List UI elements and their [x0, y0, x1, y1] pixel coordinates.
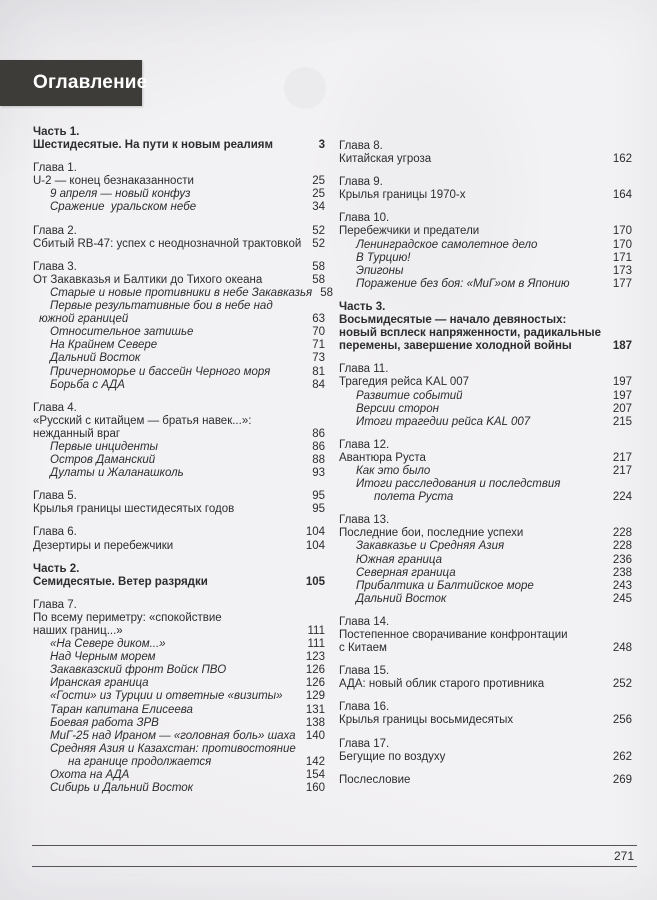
toc-entry-page: 70	[312, 326, 325, 339]
toc-entry-title: Глава 9.	[339, 176, 383, 189]
toc-entry-title: Глава 12.	[339, 438, 390, 451]
toc-entry	[33, 313, 325, 326]
toc-entry-title: «Гости» из Турции и ответные «визиты»	[50, 690, 283, 703]
toc-entry	[339, 567, 632, 580]
toc-group	[339, 439, 632, 504]
toc-entry-title: Глава 15.	[339, 665, 390, 678]
toc-entry	[33, 428, 325, 441]
toc-entry-title: По всему периметру: «спокойствие	[33, 611, 222, 624]
toc-entry-title: Часть 3.	[339, 300, 386, 313]
toc-entry	[33, 352, 325, 365]
toc-entry-page: 71	[312, 339, 325, 352]
toc-entry-title: на границе продолжается	[68, 755, 212, 768]
toc-entry-page: 58	[312, 273, 325, 286]
toc-entry-page: 86	[312, 427, 325, 440]
toc-entry-title: Охота на АДА	[50, 769, 130, 782]
toc-entry-page: 52	[312, 237, 325, 250]
toc-entry	[33, 651, 325, 664]
toc-entry	[339, 714, 632, 727]
toc-entry-page: 142	[305, 755, 325, 768]
toc-entry-page: 105	[305, 575, 325, 588]
toc-entry	[339, 540, 632, 553]
toc-entry-page: 238	[612, 566, 632, 579]
toc-entry	[339, 403, 632, 416]
toc-entry-page: 245	[612, 592, 632, 605]
toc-entry	[339, 665, 632, 678]
toc-entry-page: 140	[305, 729, 325, 742]
toc-group	[339, 301, 632, 353]
toc-entry	[33, 175, 325, 188]
toc-entry	[33, 625, 325, 638]
toc-entry-page: 160	[305, 782, 325, 795]
toc-entry	[33, 261, 325, 274]
toc-entry-title: Глава 13.	[339, 514, 390, 527]
toc-entry	[33, 274, 325, 287]
toc-entry	[33, 126, 325, 139]
toc-group	[33, 162, 325, 214]
toc-entry	[33, 638, 325, 651]
toc-entry	[339, 774, 632, 787]
toc-group	[33, 526, 325, 552]
toc-entry-page: 217	[612, 464, 632, 477]
toc-group	[33, 402, 325, 481]
toc-entry-page: 111	[307, 625, 325, 637]
toc-entry-page: 187	[612, 340, 632, 353]
toc-entry	[339, 701, 632, 714]
toc-entry-title: Ленинградское самолетное дело	[356, 238, 538, 251]
toc-entry-title: Прибалтика и Балтийское море	[356, 579, 534, 592]
toc-entry-title: Над Черным морем	[50, 651, 156, 664]
toc-entry-title: Эпигоны	[356, 264, 404, 277]
toc-group	[339, 363, 632, 428]
toc-entry-title: В Турцию!	[356, 251, 411, 264]
toc-entry-page: 88	[312, 454, 325, 467]
toc-entry-title: Первые инциденты	[50, 440, 158, 453]
toc-entry	[33, 139, 325, 152]
toc-entry-title: с Китаем	[339, 642, 387, 655]
toc-entry-title: Глава 2.	[33, 224, 77, 237]
toc-entry-title: Глава 1.	[33, 162, 77, 175]
toc-entry-page: 207	[612, 402, 632, 415]
toc-entry	[33, 664, 325, 677]
page-number: 271	[613, 849, 634, 863]
toc-entry-title: Крылья границы шестидесятых годов	[33, 503, 235, 516]
toc-entry-title: Семидесятые. Ветер разрядки	[33, 575, 208, 588]
toc-entry	[33, 743, 325, 756]
toc-entry-page: 170	[612, 225, 632, 238]
toc-entry-title: Относительное затишье	[50, 326, 194, 339]
toc-entry-title: Закавказский фронт Войск ПВО	[50, 664, 227, 677]
toc-group	[33, 490, 325, 516]
toc-entry	[339, 327, 632, 340]
toc-entry-title: Трагедия рейса KAL 007	[339, 376, 470, 389]
toc-entry-title: нежданный враг	[33, 427, 121, 440]
toc-group	[33, 225, 325, 251]
toc-entry-page: 228	[612, 527, 632, 540]
toc-entry	[339, 140, 632, 153]
toc-group	[339, 701, 632, 727]
toc-entry-title: Глава 4.	[33, 401, 77, 414]
toc-entry-page: 173	[612, 264, 632, 277]
toc-entry-title: Глава 17.	[339, 737, 390, 750]
toc-entry-page: 95	[312, 503, 325, 516]
toc-entry-title: Послесловие	[339, 773, 411, 786]
toc-entry	[33, 526, 325, 539]
toc-entry-title: южной границей	[39, 313, 129, 326]
toc-entry-page: 252	[612, 678, 632, 691]
toc-entry	[33, 503, 325, 516]
toc-entry-title: полета Руста	[374, 491, 454, 504]
toc-entry-title: Часть 1.	[33, 126, 80, 138]
toc-entry-title: Дальний Восток	[356, 592, 447, 605]
toc-entry-title: новый всплеск напряженности, радикальные	[339, 327, 601, 340]
toc-entry-page: 171	[612, 251, 632, 264]
toc-entry-page: 123	[305, 651, 325, 664]
toc-entry-title: Итоги трагедии рейса KAL 007	[356, 415, 531, 428]
toc-entry-title: Глава 6.	[33, 526, 77, 539]
toc-group	[33, 126, 325, 152]
toc-entry-page: 104	[305, 526, 325, 539]
toc-entry-title: Перебежчики и предатели	[339, 225, 480, 238]
toc-entry-page: 58	[312, 260, 325, 273]
toc-entry	[33, 441, 325, 454]
toc-entry-title: Поражение без боя: «МиГ»ом в Японию	[356, 277, 570, 290]
toc-entry-page: 126	[305, 664, 325, 677]
toc-entry	[339, 363, 632, 376]
toc-entry-title: Сибирь и Дальний Восток	[50, 782, 194, 795]
toc-group	[339, 616, 632, 655]
toc-group	[339, 774, 632, 787]
toc-entry-title: Сражение уральском небе	[50, 201, 197, 214]
toc-entry-title: Развитие событий	[356, 389, 463, 402]
toc-entry-title: Причерноморье и бассейн Черного моря	[50, 365, 271, 378]
toc-entry	[33, 690, 325, 703]
toc-entry	[339, 176, 632, 189]
toc-group	[339, 140, 632, 166]
toc-entry-title: Версии сторон	[356, 402, 439, 415]
toc-entry	[33, 415, 325, 428]
toc-entry	[339, 439, 632, 452]
toc-entry-page: 138	[305, 716, 325, 729]
toc-entry	[33, 286, 333, 300]
toc-entry-page: 215	[612, 415, 632, 428]
toc-entry	[339, 265, 632, 278]
toc-entry	[33, 454, 325, 467]
toc-columns	[33, 126, 632, 805]
toc-entry-title: Закавказье и Средняя Азия	[356, 540, 505, 553]
toc-entry-title: На Крайнем Севере	[50, 339, 158, 352]
toc-group	[339, 738, 632, 764]
toc-entry-page: 177	[612, 277, 632, 290]
toc-entry	[33, 576, 325, 589]
toc-entry-page: 162	[612, 153, 632, 166]
toc-column-right	[339, 140, 632, 805]
toc-entry	[339, 153, 632, 166]
toc-entry-title: Глава 14.	[339, 615, 390, 628]
toc-entry	[33, 201, 325, 214]
toc-entry	[33, 402, 325, 415]
toc-entry-page: 248	[612, 642, 632, 655]
toc-entry-title: «Русский с китайцем — братья навек...»:	[33, 414, 252, 427]
toc-entry	[339, 189, 632, 202]
toc-entry-page: 256	[612, 714, 632, 727]
toc-entry-title: Часть 2.	[33, 562, 80, 575]
toc-entry-title: Дальний Восток	[50, 352, 141, 365]
toc-entry	[339, 751, 632, 764]
toc-entry-page: 224	[612, 491, 632, 504]
toc-entry-title: От Закавказья и Балтики до Тихого океана	[33, 273, 263, 286]
toc-entry-page: 126	[305, 677, 325, 690]
toc-entry-title: Северная граница	[356, 566, 456, 579]
toc-entry-title: U-2 — конец безнаказанности	[33, 175, 194, 188]
toc-entry	[339, 580, 632, 593]
toc-entry-title: Восьмидесятые — начало девяностых:	[339, 314, 567, 327]
toc-entry	[33, 339, 325, 352]
toc-group	[33, 563, 325, 589]
toc-entry-title: Глава 11.	[339, 363, 389, 376]
toc-entry-page: 25	[312, 188, 325, 201]
toc-entry	[33, 769, 325, 782]
page-footer	[32, 845, 637, 867]
toc-entry-page: 3	[318, 139, 325, 152]
toc-entry-title: Шестидесятые. На пути к новым реалиям	[33, 139, 273, 152]
toc-entry-page: 154	[305, 769, 325, 782]
toc-entry-page: 197	[612, 389, 632, 402]
toc-entry	[33, 162, 325, 175]
toc-entry-page: 34	[312, 201, 325, 214]
toc-entry-page: 228	[612, 540, 632, 553]
toc-entry-title: Таран капитана Елисеева	[50, 703, 193, 716]
toc-entry-page: 73	[312, 352, 325, 365]
toc-group	[339, 514, 632, 606]
toc-entry	[339, 225, 632, 238]
toc-entry-title: перемены, завершение холодной войны	[339, 340, 572, 353]
toc-entry	[33, 782, 325, 795]
toc-entry-title: АДА: новый облик старого противника	[339, 678, 545, 691]
toc-entry	[339, 629, 632, 642]
toc-entry	[339, 593, 632, 606]
toc-entry-page: 81	[312, 365, 325, 378]
toc-entry-page: 25	[312, 175, 325, 188]
toc-entry	[339, 239, 632, 252]
toc-entry-title: Крылья границы 1970-х	[339, 189, 466, 202]
toc-group	[339, 176, 632, 202]
toc-entry-title: Постепенное сворачивание конфронтации	[339, 629, 568, 641]
toc-entry	[339, 301, 632, 314]
toc-entry-title: Глава 10.	[339, 212, 390, 225]
page-title: Оглавление	[33, 72, 148, 93]
toc-entry-page: 131	[305, 703, 325, 716]
toc-entry	[33, 300, 325, 313]
toc-entry-title: Иранская граница	[50, 677, 149, 690]
toc-entry-title: Глава 16.	[339, 701, 390, 714]
toc-entry	[33, 490, 325, 503]
toc-entry-title: Глава 3.	[33, 260, 77, 273]
toc-entry-title: Сбитый RB-47: успех с неоднозначной трактовкой	[33, 237, 302, 250]
toc-entry-page: 104	[305, 539, 325, 552]
toc-entry-page: 111	[307, 638, 325, 651]
toc-entry-title: Китайская угроза	[339, 153, 432, 166]
toc-entry-title: Глава 7.	[33, 598, 77, 611]
toc-group	[339, 665, 632, 691]
toc-entry-page: 170	[612, 238, 632, 251]
toc-entry-page: 236	[612, 553, 632, 566]
toc-entry	[339, 340, 632, 353]
toc-entry-title: Борьба с АДА	[50, 378, 125, 391]
toc-entry-page: 164	[612, 189, 632, 202]
toc-entry-page: 197	[612, 376, 632, 389]
toc-entry-title: Глава 8.	[339, 140, 383, 152]
toc-entry	[339, 642, 632, 655]
toc-entry-page: 217	[612, 451, 632, 464]
toc-group	[33, 260, 333, 392]
toc-entry	[33, 326, 325, 339]
toc-entry	[339, 478, 632, 491]
toc-entry-title: Глава 5.	[33, 490, 77, 503]
toc-entry-title: Крылья границы восьмидесятых	[339, 714, 514, 727]
toc-entry	[33, 677, 325, 690]
toc-entry	[339, 527, 632, 540]
toc-entry-title: Средняя Азия и Казахстан: противостояние	[50, 742, 296, 755]
toc-entry	[33, 366, 325, 379]
toc-entry	[339, 491, 632, 504]
toc-entry	[33, 379, 325, 392]
toc-entry	[339, 212, 632, 225]
toc-entry	[339, 390, 632, 403]
toc-entry	[339, 465, 632, 478]
toc-entry-page: 95	[312, 490, 325, 503]
toc-entry-title: Первые результативные бои в небе над	[50, 300, 273, 313]
toc-entry-title: Южная граница	[356, 553, 443, 566]
toc-entry	[339, 416, 632, 429]
toc-entry	[339, 278, 632, 291]
toc-entry-title: Старые и новые противники в небе Закавказья	[50, 286, 313, 299]
toc-entry	[339, 252, 632, 265]
toc-entry	[33, 540, 325, 553]
toc-entry	[33, 467, 325, 480]
toc-entry	[339, 452, 632, 465]
toc-entry	[33, 238, 325, 251]
toc-entry-page: 52	[312, 224, 325, 237]
toc-entry-page: 243	[612, 579, 632, 592]
toc-entry-page: 93	[312, 467, 325, 480]
toc-entry-title: Как это было	[356, 464, 431, 477]
toc-entry	[339, 314, 632, 327]
toc-entry	[33, 717, 325, 730]
toc-entry-title: Остров Даманский	[50, 454, 156, 467]
toc-group	[33, 599, 325, 795]
toc-entry-page: 58	[320, 286, 333, 299]
toc-entry	[339, 738, 632, 751]
toc-entry-title: Дезертиры и перебежчики	[33, 539, 174, 552]
toc-entry-title: Боевая работа ЗРВ	[50, 716, 159, 729]
toc-entry	[339, 376, 632, 389]
toc-entry-title: «На Севере диком...»	[50, 638, 166, 651]
toc-entry-page: 269	[612, 773, 632, 786]
toc-entry	[33, 599, 325, 612]
toc-entry	[33, 612, 325, 625]
toc-entry-page: 84	[312, 378, 325, 391]
toc-entry	[339, 554, 632, 567]
toc-entry-page: 262	[612, 750, 632, 763]
toc-entry-page: 63	[312, 313, 325, 326]
toc-entry-title: наших границ...»	[33, 625, 123, 637]
toc-entry	[33, 563, 325, 576]
toc-entry-title: МиГ-25 над Ираном — «головная боль» шаха	[50, 729, 296, 742]
toc-entry	[33, 225, 325, 238]
toc-column-left	[33, 126, 333, 805]
toc-entry-title: Дулаты и Жаланашколь	[50, 467, 184, 480]
toc-entry	[33, 730, 325, 743]
page-number-row	[32, 846, 637, 867]
toc-entry-page: 86	[312, 440, 325, 453]
toc-entry	[33, 756, 325, 769]
toc-entry-title: 9 апреля — новый конфуз	[50, 188, 191, 201]
toc-entry	[339, 616, 632, 629]
toc-entry-title: Авантюра Руста	[339, 451, 426, 464]
toc-entry	[339, 678, 632, 691]
toc-entry-title: Итоги расследования и последствия	[356, 478, 561, 491]
toc-entry	[33, 188, 325, 201]
page-title-box	[0, 60, 148, 106]
toc-entry-title: Бегущие по воздуху	[339, 750, 446, 763]
toc-group	[339, 212, 632, 291]
toc-entry-page: 129	[305, 690, 325, 703]
toc-entry	[33, 704, 325, 717]
toc-entry-title: Последние бои, последние успехи	[339, 527, 524, 540]
toc-entry	[339, 514, 632, 527]
